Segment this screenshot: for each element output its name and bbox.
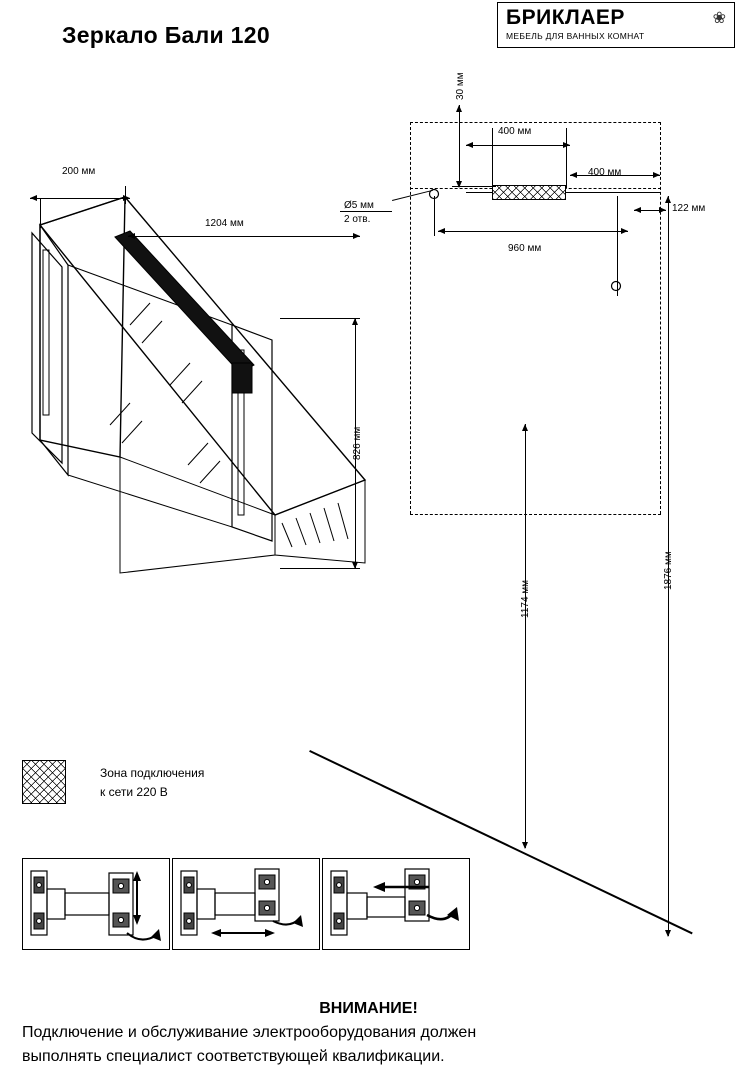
mirror-outline-right	[660, 122, 661, 514]
depth-dim-arrow-left	[30, 195, 37, 201]
width-dim-label: 1204 мм	[205, 218, 244, 229]
depth-ext-line-2	[125, 186, 126, 204]
legend-line-1: Зона подключения	[100, 766, 205, 780]
hole-diameter-label: Ø5 мм	[344, 200, 374, 211]
left-segment-arrow-left	[466, 142, 473, 148]
right-edge-arrow-left	[634, 207, 641, 213]
width-dim-arrow-left	[128, 233, 135, 239]
mirror-outline-bottom	[410, 514, 661, 515]
brand-subtitle: МЕБЕЛЬ ДЛЯ ВАННЫХ КОМНАТ	[506, 31, 645, 41]
depth-dim-label: 200 мм	[62, 166, 96, 177]
right-edge-label: 122 мм	[672, 203, 706, 214]
depth-dim-line	[30, 198, 130, 199]
floor-to-top-arrow-down	[665, 930, 671, 937]
floor-to-holes-label: 1174 мм	[520, 579, 531, 618]
top-offset-arrow-up	[456, 105, 462, 112]
brand-logo-box	[497, 2, 735, 48]
flower-logo-icon: ❀	[712, 10, 726, 27]
holes-span-ext-2	[617, 196, 618, 296]
left-segment-dim-line	[466, 145, 570, 146]
width-dim-arrow-right	[353, 233, 360, 239]
top-offset-dim-line	[459, 105, 460, 187]
hinge-panel-3	[322, 858, 470, 950]
height-dim-label: 826 мм	[352, 426, 363, 460]
page-title: Зеркало Бали 120	[62, 22, 270, 48]
holes-span-ext-1	[434, 196, 435, 236]
holes-span-label: 960 мм	[508, 243, 542, 254]
floor-to-holes-dim-line	[525, 424, 526, 848]
attention-heading: ВНИМАНИЕ!	[319, 1000, 418, 1017]
right-edge-arrow-right	[659, 207, 666, 213]
right-segment-arrow-left	[570, 172, 577, 178]
left-segment-ext-2	[566, 128, 567, 188]
height-ext-line-top	[280, 318, 360, 319]
footer-line-1: Подключение и обслуживание электрооборудования должен	[22, 1024, 477, 1041]
floor-to-top-label: 1876 мм	[663, 551, 674, 590]
floor-to-holes-arrow-down	[522, 842, 528, 849]
footer-line-2: выполнять специалист соответствующей квалификации.	[22, 1048, 445, 1065]
depth-ext-line-1	[40, 198, 41, 228]
height-dim-arrow-up	[352, 318, 358, 325]
cabinet-outline	[10, 175, 410, 595]
hinge-diagram-1	[23, 859, 169, 949]
top-offset-label: 30 мм	[455, 72, 466, 100]
mirror-outline-left	[410, 122, 411, 514]
hinge-panel-2	[172, 858, 320, 950]
floor-to-top-arrow-up	[665, 196, 671, 203]
hole-count-label: 2 отв.	[344, 214, 371, 225]
mirror-outline-top	[410, 122, 661, 123]
height-ext-line-bottom	[280, 568, 360, 569]
right-segment-arrow-right	[653, 172, 660, 178]
width-dim-line	[128, 236, 360, 237]
brand-name: БРИКЛАЕР	[506, 6, 625, 29]
legend-hatch-swatch	[22, 760, 66, 804]
legend-line-2: к сети 220 В	[100, 785, 168, 799]
holes-span-dim-line	[438, 231, 628, 232]
holes-span-arrow-left	[438, 228, 445, 234]
floor-to-holes-arrow-up	[522, 424, 528, 431]
hole-callout-underline	[340, 211, 392, 212]
right-segment-label: 400 мм	[588, 167, 622, 178]
hinge-diagram-3	[323, 859, 469, 949]
hinge-panel-1	[22, 858, 170, 950]
left-segment-ext-1	[492, 128, 493, 188]
left-segment-label: 400 мм	[498, 126, 532, 137]
hinge-diagram-2	[173, 859, 319, 949]
holes-span-arrow-right	[621, 228, 628, 234]
